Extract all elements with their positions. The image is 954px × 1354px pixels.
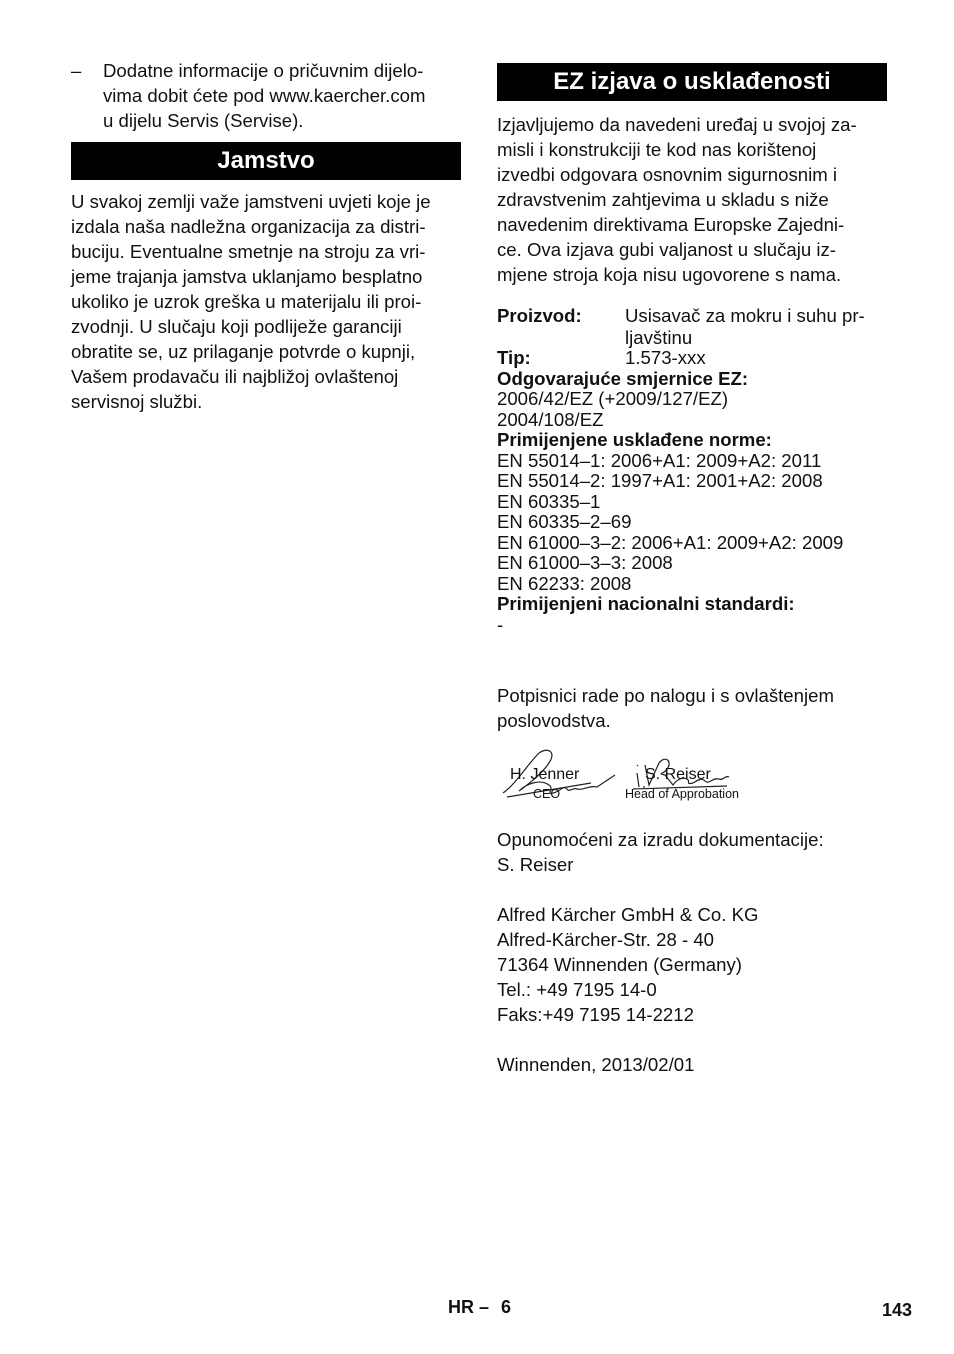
norm-item: EN 62233: 2008: [497, 572, 632, 594]
intro-line: misli i konstrukciji te kod nas korištenoj: [497, 139, 817, 160]
paragraph-line: izdala naša nadležna organizacija za distri-: [71, 216, 426, 237]
paragraph-line: servisnoj službi.: [71, 391, 203, 412]
right-column: [497, 63, 887, 1077]
product-label: Proizvod:: [497, 305, 582, 326]
footer-page-number: 143: [881, 1300, 912, 1320]
left-column: [71, 58, 461, 414]
place-date: Winnenden, 2013/02/01: [497, 1054, 695, 1075]
norm-item: EN 60335–1: [497, 490, 601, 512]
authorized-name: S. Reiser: [497, 854, 574, 875]
footer-section-page: 6: [501, 1297, 512, 1317]
intro-line: zdravstvenim zahtjevima u skladu s niže: [497, 189, 829, 210]
bullet-line: Dodatne informacije o pričuvnim dijelo-: [103, 60, 424, 81]
paragraph-line: buciju. Eventualne smetnje na stroju za vri-: [71, 241, 426, 262]
type-label: Tip:: [497, 347, 531, 368]
bullet-item: [71, 58, 461, 133]
bullet-line: vima dobit ćete pod www.kaercher.com: [103, 85, 426, 106]
intro-line: navedenim direktivama Europske Zajedni-: [497, 214, 845, 235]
signature-drawings: [497, 745, 757, 827]
company-address: [497, 902, 887, 1027]
signatories-line: poslovodstva.: [497, 710, 611, 731]
signer-role-reiser: Head of Approbation: [625, 787, 739, 801]
national-standards-value: -: [497, 613, 504, 635]
declaration-intro: [497, 112, 887, 287]
paragraph-line: zvodnji. U slučaju koji podliježe garanciji: [71, 316, 402, 337]
section-heading-jamstvo: Jamstvo: [71, 142, 461, 180]
paragraph-line: jeme trajanja jamstva uklanjamo besplatno: [71, 266, 423, 287]
address-line: Faks:+49 7195 14-2212: [497, 1004, 694, 1025]
footer-language-code: HR –: [448, 1297, 490, 1317]
paragraph-line: Vašem prodavaču ili najbližoj ovlaštenoj: [71, 366, 399, 387]
norm-item: EN 61000–3–3: 2008: [497, 552, 673, 573]
directives-label: Odgovarajuće smjernice EZ:: [497, 367, 749, 389]
type-row: [497, 348, 887, 369]
signer-name-reiser: S. Reiser: [645, 766, 711, 783]
paragraph-line: obratite se, uz prilaganje potvrde o kupnji,: [71, 341, 416, 362]
type-value: 1.573-xxx: [625, 347, 706, 368]
address-line: Alfred Kärcher GmbH & Co. KG: [497, 904, 759, 925]
paragraph-line: U svakoj zemlji važe jamstveni uvjeti koje je: [71, 191, 431, 212]
norm-item: EN 60335–2–69: [497, 511, 632, 532]
national-standards-label: Primijenjeni nacionalni standardi:: [497, 593, 795, 614]
product-value-line: ljavštinu: [625, 327, 693, 348]
warranty-paragraph: [71, 189, 461, 414]
section-heading-ez-izjava: EZ izjava o usklađenosti: [497, 63, 887, 101]
signer-name-jenner: H. Jenner: [510, 766, 580, 783]
product-value: [625, 303, 887, 348]
directive-item: 2006/42/EZ (+2009/127/EZ): [497, 388, 729, 409]
address-line: Alfred-Kärcher-Str. 28 - 40: [497, 929, 715, 950]
directive-item: 2004/108/EZ: [497, 408, 604, 430]
address-line: Tel.: +49 7195 14-0: [497, 979, 657, 1000]
signatories-line: Potpisnici rade po nalogu i s ovlaštenjem: [497, 685, 834, 706]
norm-item: EN 61000–3–2: 2006+A1: 2009+A2: 2009: [497, 531, 844, 553]
intro-line: ce. Ova izjava gubi valjanost u slučaju iz-: [497, 239, 836, 260]
product-row: [497, 303, 887, 348]
intro-line: Izjavljujemo da navedeni uređaj u svojoj za-: [497, 114, 857, 135]
authorized-label: Opunomoćeni za izradu dokumentacije:: [497, 829, 824, 850]
intro-line: izvedbi odgovara osnovnim sigurnosnim i: [497, 164, 838, 185]
signature-block: [497, 745, 887, 827]
norm-item: EN 55014–2: 1997+A1: 2001+A2: 2008: [497, 470, 823, 491]
bullet-line: u dijelu Servis (Servise).: [103, 110, 304, 131]
product-value-line: Usisavač za mokru i suhu pr-: [625, 305, 865, 326]
norms-label: Primijenjene usklađene norme:: [497, 429, 772, 450]
norm-item: EN 55014–1: 2006+A1: 2009+A2: 2011: [497, 449, 822, 471]
address-line: 71364 Winnenden (Germany): [497, 954, 742, 975]
intro-line: mjene stroja koja nisu ugovorene s nama.: [497, 264, 842, 285]
signer-role-jenner: CEO: [533, 787, 561, 801]
bullet-dash: –: [71, 60, 82, 81]
paragraph-line: ukoliko je uzrok greška u materijalu ili proi-: [71, 291, 422, 312]
